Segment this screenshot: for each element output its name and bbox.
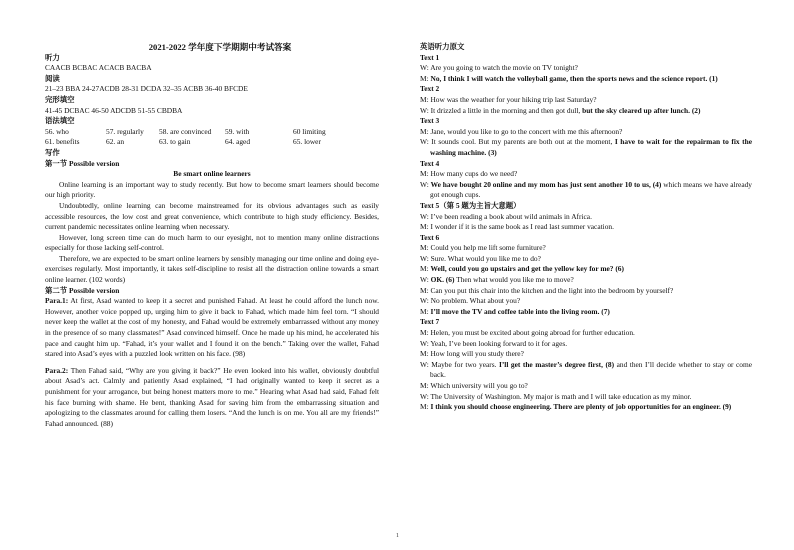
grammar-answer: 60 limiting — [293, 126, 326, 136]
dialogue-text: W: Are you going to watch the movie on TV tonight? — [420, 63, 578, 73]
dialogue-text: W: Yeah, I’ve been looking forward to it for ages. — [420, 338, 568, 348]
writing-section2-heading: 第二节 Possible version — [45, 285, 120, 295]
essay-title: Be smart online learners — [173, 169, 251, 179]
grammar-answer: 58. are convinced — [159, 126, 212, 136]
answer-highlight: but the sky cleared up after lunch. (2) — [582, 105, 701, 115]
dialogue-text: M: — [420, 264, 431, 274]
grammar-answer: 64. aged — [225, 137, 251, 147]
dialogue-line — [420, 243, 752, 254]
dialogue-line — [420, 381, 752, 392]
para-text: At first, Asad wanted to keep it a secret and punished Fahad. At least he could afford the lunch now. However, another voice popped up, urging him to give it back to Fahad, which made him feel torn. “I should never keep the wallet at the cost of my honesty, and Fahad would be extremely embarrassed without any money in the presence of so many classmates!” Asad convinced himself. Once he made up his mind, he accelerated his pace and caught him up. “Fahad, it’s your wallet and I found it on the bench.” Taking over the wallet, Fahad stared into Asad’s eyes with a puzzled look written on his face. (98) — [45, 296, 379, 359]
continuation-para-2 — [45, 366, 379, 430]
dialogue-line — [420, 264, 752, 275]
dialogue-line — [420, 180, 752, 201]
dialogue-text: W: — [420, 179, 431, 189]
dialogue-text: M: How many cups do we need? — [420, 169, 518, 179]
answer-highlight: I’ll get the master’s degree first, (8) — [498, 359, 615, 369]
dialogue-text: M: Can you put this chair into the kitchen and the light into the bedroom by yourself? — [420, 285, 674, 295]
dialogue-text: M: — [420, 402, 431, 412]
dialogue-line — [420, 127, 752, 138]
dialogue-text: M: I wonder if it is the same book as I read last summer vacation. — [420, 222, 614, 232]
para-label: Para.2: — [45, 365, 69, 375]
answer-highlight: Well, could you go upstairs and get the yellow key for me? (6) — [430, 264, 624, 274]
dialogue-line — [420, 275, 752, 286]
dialogue-text: M: Helen, you must be excited about going abroad for further education. — [420, 328, 635, 338]
dialogue-text: W: Maybe for two years. — [420, 359, 499, 369]
grammar-row-1 — [45, 127, 379, 138]
grammar-heading: 语法填空 — [45, 116, 75, 126]
dialogue-text: M: How long will you study there? — [420, 349, 524, 359]
para-text: Then Fahad said, “Why are you giving it back?” He even looked into his wallet, obviously doubtful about Asad’s act. Calmly and patiently Asad explained, “I had originally wanted to keep it secret as a punishment for your arrogance, but being honest matters more to me.” Hearing what Asad had said, Fahad felt his face burning with shame. He bent, thanking Asad for saving him from the embarrassing situation and apologizing to the classmates around for calling them losers. “And the lunch is on me. You all are my friends!” Fahad announced. (88) — [45, 365, 379, 428]
dialogue-line — [420, 296, 752, 307]
dialogue-text: W: The University of Washington. My major is math and I will take education as my minor. — [420, 391, 692, 401]
answer-highlight: I’ll move the TV and coffee table into the living room. (7) — [430, 306, 610, 316]
cloze-answers: 41-45 DCBAC 46-50 ADCDB 51-55 CBDBA — [45, 105, 183, 115]
dialogue-line — [420, 349, 752, 360]
dialogue-line — [420, 360, 752, 381]
transcript-text-label: Text 2 — [420, 84, 440, 94]
essay-paragraph: Undoubtedly, online learning can become mainstreamed for its obvious advantages such as easily accessible resources, the low cost and great convenience, which contribute to high study efficiency. Besides, current pandemic necessitates online learning when necessary. — [45, 200, 379, 232]
dialogue-text: M: Could you help me lift some furniture? — [420, 243, 546, 253]
transcript-text-label: Text 7 — [420, 317, 440, 327]
answer-highlight: No, I think I will watch the volleyball game, then the sports news and the science report. (1) — [430, 73, 718, 83]
grammar-row-2 — [45, 137, 379, 148]
dialogue-line — [420, 106, 752, 117]
answers-column — [45, 42, 379, 429]
essay-paragraph: Online learning is an important way to study recently. But how to become smart learners should become our high priority. — [45, 179, 379, 200]
answer-highlight: OK. (6) — [430, 275, 455, 285]
transcript-text-label: Text 1 — [420, 52, 440, 62]
dialogue-line — [420, 307, 752, 318]
grammar-answer: 61. benefits — [45, 137, 80, 147]
transcript-text-label: Text 6 — [420, 232, 440, 242]
dialogue-text: which means we have already got enough cups. — [430, 179, 752, 200]
dialogue-text: W: Sure. What would you like me to do? — [420, 253, 541, 263]
answer-highlight: I think you should choose engineering. There are plenty of job opportunities for an engineer. (9) — [430, 402, 732, 412]
essay-paragraph: Therefore, we are expected to be smart online learners by sensibly managing our time online and doing eye-exercises regularly. Most importantly, it takes self-discipline to resist all the distraction online towards a smart online learner. (102 words) — [45, 253, 379, 285]
page-title: 2021-2022 学年度下学期期中考试答案 — [148, 42, 292, 52]
transcript-body — [420, 53, 752, 413]
dialogue-text: M: — [420, 73, 431, 83]
dialogue-line — [420, 339, 752, 350]
dialogue-line — [420, 137, 752, 158]
dialogue-text: M: How was the weather for your hiking trip last Saturday? — [420, 94, 597, 104]
listening-answers: CAACB BCBAC ACACB BACBA — [45, 63, 152, 73]
dialogue-line — [420, 392, 752, 403]
essay-paragraph: However, long screen time can do much harm to our eyesight, not to mention many online distractions especially for those lacking self-control. — [45, 232, 379, 253]
reading-answers: 21–23 BBA 24-27ACDB 28-31 DCDA 32–35 ACBB 36-40 BFCDE — [45, 84, 248, 94]
dialogue-line — [420, 74, 752, 85]
grammar-answer: 57. regularly — [106, 126, 144, 136]
transcript-heading: 英语听力原文 — [420, 42, 465, 51]
dialogue-text: W: — [420, 275, 431, 285]
dialogue-text: W: It sounds cool. But my parents are both out at the moment, — [420, 137, 615, 147]
dialogue-line — [420, 402, 752, 413]
dialogue-line — [420, 254, 752, 265]
writing-heading: 写作 — [45, 147, 60, 157]
transcript-text-label: Text 5（第 5 题为主旨大意题） — [420, 200, 521, 210]
dialogue-line — [420, 222, 752, 233]
grammar-answer: 62. an — [106, 137, 125, 147]
cloze-heading: 完形填空 — [45, 94, 75, 104]
reading-heading: 阅读 — [45, 73, 60, 83]
dialogue-text: M: Jane, would you like to go to the concert with me this afternoon? — [420, 126, 623, 136]
grammar-answer: 65. lower — [293, 137, 321, 147]
grammar-answer: 63. to gain — [159, 137, 191, 147]
dialogue-line — [420, 63, 752, 74]
dialogue-text: M: Which university will you go to? — [420, 381, 528, 390]
continuation-para-1 — [45, 296, 379, 360]
dialogue-text: W: I’ve been reading a book about wild animals in Africa. — [420, 211, 592, 221]
listening-heading: 听力 — [45, 52, 60, 62]
writing-section1-heading: 第一节 Possible version — [45, 158, 120, 168]
dialogue-line — [420, 328, 752, 339]
transcript-column — [420, 42, 752, 413]
dialogue-text: W: It drizzled a little in the morning and then got dull, — [420, 105, 583, 115]
dialogue-line — [420, 169, 752, 180]
answer-highlight: We have bought 20 online and my mom has just sent another 10 to us, (4) — [430, 179, 662, 189]
transcript-text-label: Text 3 — [420, 116, 440, 126]
dialogue-line — [420, 95, 752, 106]
dialogue-text: W: No problem. What about you? — [420, 296, 521, 306]
para-label: Para.1: — [45, 296, 69, 306]
dialogue-line — [420, 286, 752, 297]
grammar-answer: 56. who — [45, 126, 69, 136]
answer-highlight: I have to wait for the repairman to fix the washing machine. (3) — [430, 137, 752, 157]
grammar-answer: 59. with — [225, 126, 250, 136]
dialogue-text: and then I’ll decide whether to stay or come back. — [430, 359, 752, 380]
dialogue-text: M: — [420, 306, 431, 316]
transcript-text-label: Text 4 — [420, 158, 440, 168]
page-number: 1 — [396, 533, 399, 539]
dialogue-line — [420, 212, 752, 223]
dialogue-text: Then what would you like me to move? — [454, 275, 574, 285]
